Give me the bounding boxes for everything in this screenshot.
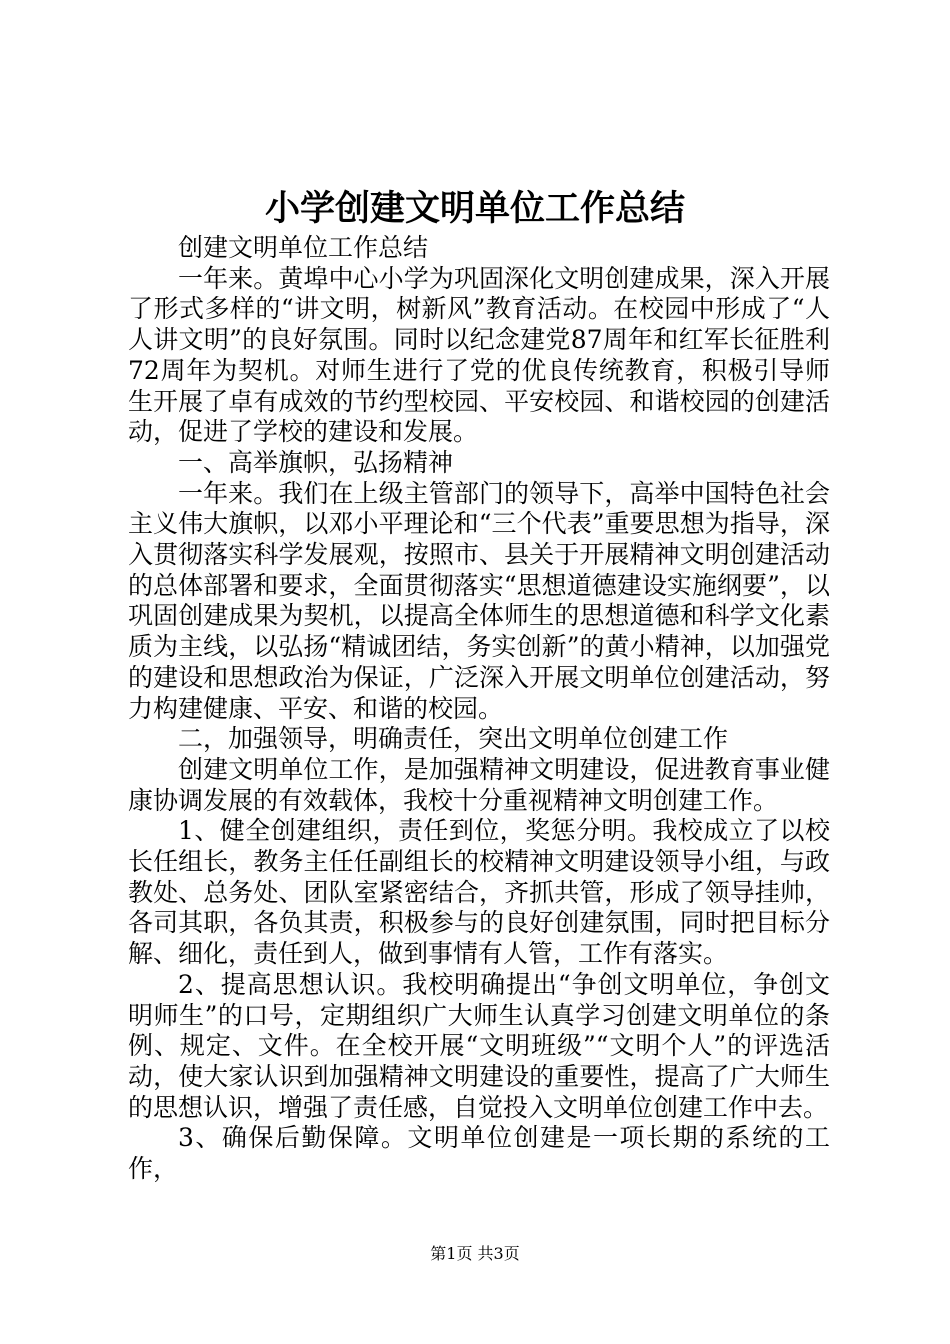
paragraph-item-2: 2、提高思想认识。我校明确提出“争创文明单位，争创文明师生”的口号，定期组织广大师生认真学习创建文明单位的条例、规定、文件。在全校开展“文明班级”“文明个人”的评选活动，使大家认识到加强精神文明建设的重要性，提高了广大师生的思想认识，增强了责任感，自觉投入文明单位创建工作中去。 [128, 969, 830, 1122]
page-number-footer: 第1页 共3页 [430, 1244, 520, 1263]
document-body [128, 233, 830, 1185]
paragraph-item-3: 3、确保后勤保障。文明单位创建是一项长期的系统的工作， [128, 1123, 830, 1184]
paragraph-section-2: 创建文明单位工作，是加强精神文明建设，促进教育事业健康协调发展的有效载体，我校十分重视精神文明创建工作。 [128, 754, 830, 815]
section-heading-1: 一、高举旗帜，弘扬精神 [178, 447, 454, 477]
paragraph-section-1: 一年来。我们在上级主管部门的领导下，高举中国特色社会主义伟大旗帜，以邓小平理论和“三个代表”重要思想为指导，深入贯彻落实科学发展观，按照市、县关于开展精神文明创建活动的总体部署和要求，全面贯彻落实“思想道德建设实施纲要”，以巩固创建成果为契机，以提高全体师生的思想道德和科学文化素质为主线，以弘扬“精诚团结，务实创新”的黄小精神，以加强党的建设和思想政治为保证，广泛深入开展文明单位创建活动，努力构建健康、平安、和谐的校园。 [128, 478, 830, 723]
section-heading-2: 二，加强领导，明确责任，突出文明单位创建工作 [178, 724, 729, 754]
paragraph-subtitle: 创建文明单位工作总结 [178, 233, 429, 262]
paragraph-intro: 一年来。黄埠中心小学为巩固深化文明创建成果，深入开展了形式多样的“讲文明，树新风”教育活动。在校园中形成了“人人讲文明”的良好氛围。同时以纪念建党87周年和红军长征胜利72周年为契机。对师生进行了党的优良传统教育，积极引导师生开展了卓有成效的节约型校园、平安校园、和谐校园的创建活动，促进了学校的建设和发展。 [128, 263, 830, 447]
document-title: 小学创建文明单位工作总结 [264, 188, 685, 229]
paragraph-item-1: 1、健全创建组织，责任到位，奖惩分明。我校成立了以校长任组长，教务主任任副组长的校精神文明建设领导小组，与政教处、总务处、团队室紧密结合，齐抓共管，形成了领导挂帅，各司其职，各负其责，积极参与的良好创建氛围，同时把目标分解、细化，责任到人，做到事情有人管，工作有落实。 [128, 816, 830, 969]
